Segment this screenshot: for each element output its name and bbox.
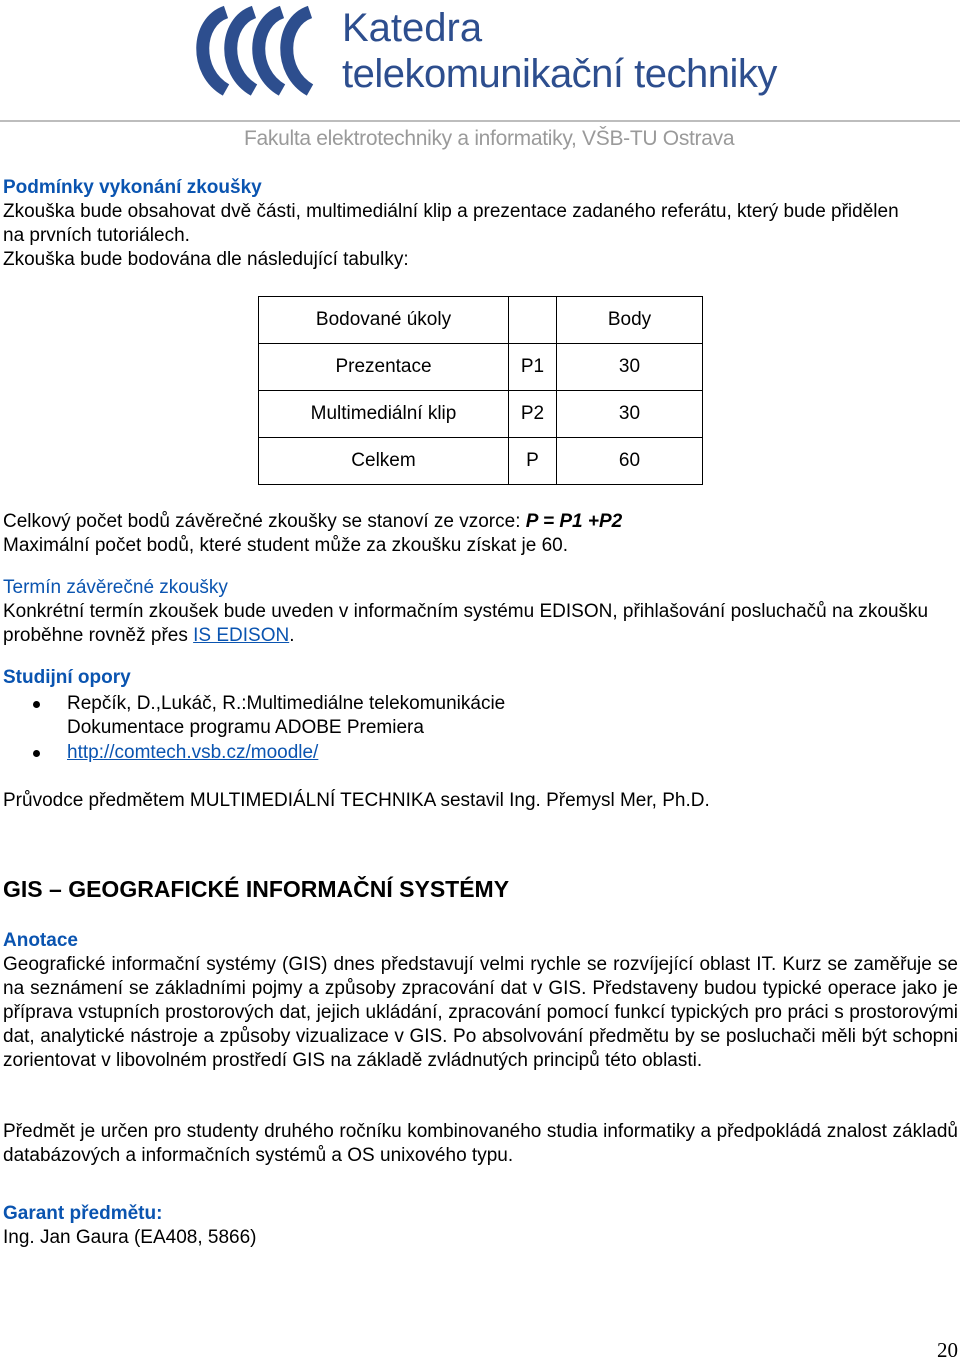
table-cell: P1	[509, 344, 557, 391]
logo-title-line2: telekomunikační techniky	[342, 52, 777, 96]
formula-expression: P = P1 +P2	[525, 511, 623, 532]
resource-item: Dokumentace programu ADOBE Premiera	[67, 717, 424, 738]
faculty-name: Fakulta elektrotechniky a informatiky, VŠB-TU Ostrava	[244, 127, 735, 150]
conditions-heading: Podmínky vykonání zkoušky	[3, 177, 262, 198]
term-text	[3, 600, 943, 648]
resources-heading: Studijní opory	[3, 667, 131, 688]
moodle-link[interactable]: http://comtech.vsb.cz/moodle/	[67, 742, 319, 763]
table-row	[259, 438, 703, 485]
annotation-text: Geografické informační systémy (GIS) dnes představují velmi rychle se rozvíjející oblast IT. Kurz se zaměřuje se na seznámení se základními pojmy a způsoby zpracování dat v GIS. Představeny budou typické operace jako je příprava vstupních prostorových dat, jejich ukládání, zpracování pomocí funkcí typických pro práci s prostorovými dat, analytické nástroje a způsoby vizualizace v GIS. Po absolvování předmětu by se posluchači měli být schopni zorientovat v libovolném prostředí GIS na základě zvládnutých principů této oblasti.	[3, 954, 958, 1071]
max-points-text: Maximální počet bodů, které student může za zkoušku získat je 60.	[3, 535, 569, 556]
term-end: .	[289, 625, 295, 646]
table-header-cell: Bodované úkoly	[259, 297, 509, 344]
term-heading: Termín závěrečné zkoušky	[3, 577, 228, 598]
table-header-cell: Body	[557, 297, 703, 344]
bullet-icon	[33, 701, 40, 708]
table-cell: 30	[557, 344, 703, 391]
list-item	[3, 716, 903, 740]
guarantor-heading: Garant předmětu:	[3, 1203, 163, 1224]
logo-title-line1: Katedra	[342, 6, 483, 50]
page-header	[0, 0, 960, 160]
gis-title: GIS – GEOGRAFICKÉ INFORMAČNÍ SYSTÉMY	[3, 876, 510, 902]
annotation-heading: Anotace	[3, 930, 78, 951]
term-body: Konkrétní termín zkoušek bude uveden v informačním systému EDISON, přihlašování posluchačů na zkoušku proběhne rovněž přes	[3, 601, 929, 646]
header-divider	[0, 120, 960, 122]
table-intro: Zkouška bude bodována dle následující tabulky:	[3, 249, 409, 270]
bullet-icon	[33, 750, 40, 757]
page-number: 20	[937, 1338, 958, 1362]
table-row	[259, 391, 703, 438]
table-cell: P2	[509, 391, 557, 438]
table-header-cell	[509, 297, 557, 344]
conditions-text: Zkouška bude obsahovat dvě části, multimediální klip a prezentace zadaného referátu, který bude přidělen na prvních tutoriálech.	[3, 201, 899, 246]
audience-text: Předmět je určen pro studenty druhého ročníku kombinovaného studia informatiky a předpokládá znalost základů databázových a informačních systémů a OS unixového typu.	[3, 1121, 958, 1166]
table-cell: Celkem	[259, 438, 509, 485]
score-table	[258, 296, 703, 485]
department-logo-icon	[186, 2, 336, 102]
guarantor-name: Ing. Jan Gaura (EA408, 5866)	[3, 1227, 257, 1248]
table-header-row	[259, 297, 703, 344]
list-item	[3, 741, 903, 765]
table-cell: P	[509, 438, 557, 485]
list-item	[3, 692, 903, 716]
formula-line	[3, 510, 958, 534]
table-cell: Multimediální klip	[259, 391, 509, 438]
resources-list	[3, 692, 903, 765]
is-edison-link[interactable]: IS EDISON	[193, 625, 290, 646]
table-cell: 30	[557, 391, 703, 438]
resource-item: Repčík, D.,Lukáč, R.:Multimediálne telekomunikácie	[67, 693, 506, 714]
table-row	[259, 344, 703, 391]
formula-text: Celkový počet bodů závěrečné zkoušky se stanoví ze vzorce:	[3, 511, 526, 532]
course-guide-credit: Průvodce předmětem MULTIMEDIÁLNÍ TECHNIKA sestavil Ing. Přemysl Mer, Ph.D.	[3, 790, 710, 811]
table-cell: Prezentace	[259, 344, 509, 391]
table-cell: 60	[557, 438, 703, 485]
